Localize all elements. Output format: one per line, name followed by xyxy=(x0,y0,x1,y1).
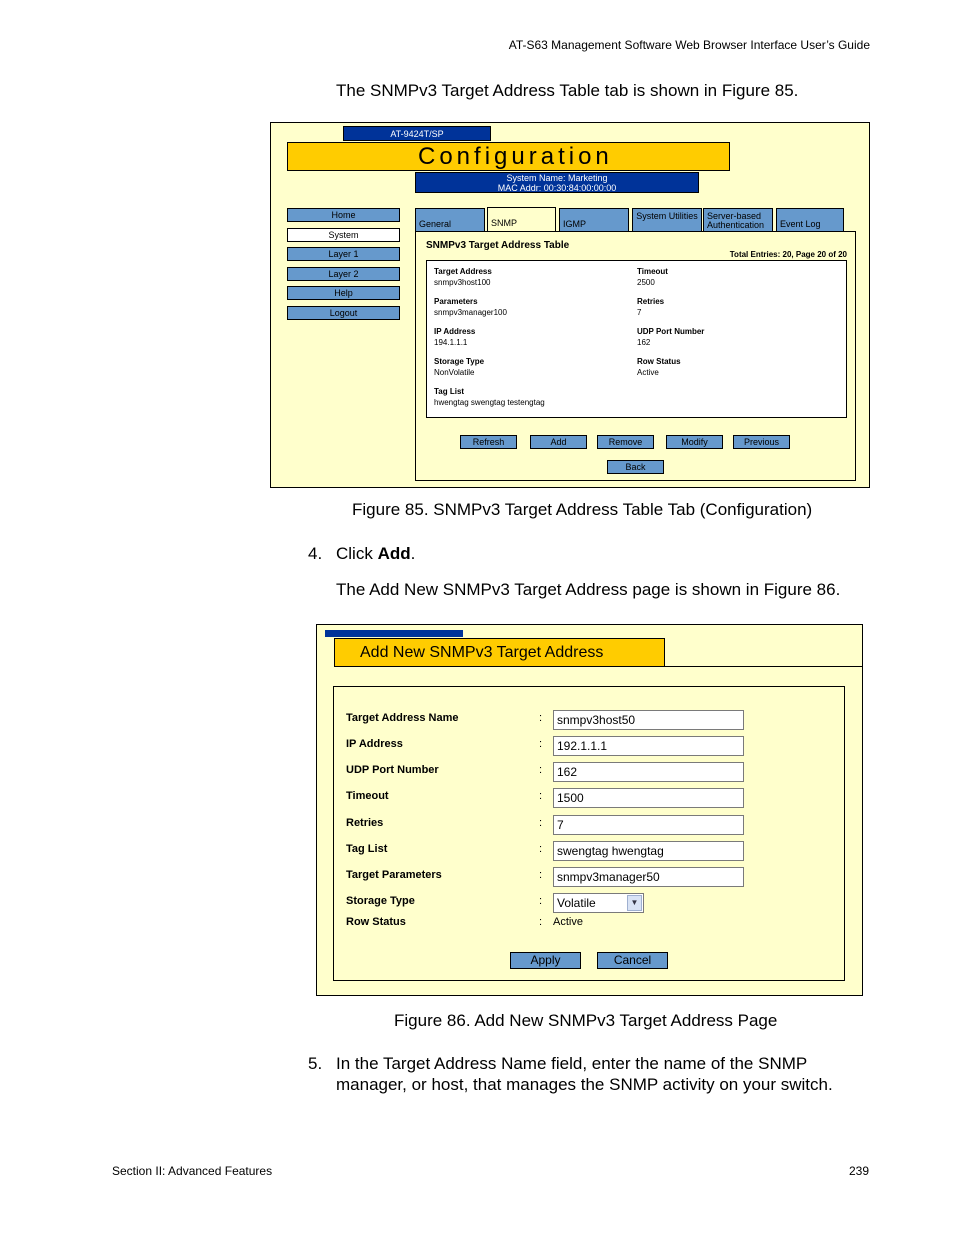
timeout-label: Timeout xyxy=(637,267,668,276)
figure-85-screenshot xyxy=(270,122,870,488)
modify-button[interactable]: Modify xyxy=(666,435,723,449)
add-target-address-form xyxy=(333,686,845,981)
row-status-label: Row Status xyxy=(346,916,406,928)
figure-86-caption: Figure 86. Add New SNMPv3 Target Address Page xyxy=(394,1011,778,1030)
ip-address-label: IP Address xyxy=(434,327,476,336)
colon: : xyxy=(539,916,543,928)
ip-address-label: IP Address xyxy=(346,738,403,750)
timeout-value: 2500 xyxy=(637,278,655,287)
step-4-prefix: Click xyxy=(336,544,378,563)
ip-address-value: 194.1.1.1 xyxy=(434,338,468,347)
ip-address-field[interactable]: 192.1.1.1 xyxy=(553,736,744,756)
storage-type-value: NonVolatile xyxy=(434,368,475,377)
tab-snmp[interactable]: SNMP xyxy=(487,207,556,232)
retries-field[interactable]: 7 xyxy=(553,815,744,835)
retries-label: Retries xyxy=(637,297,665,306)
sidebar-layer1-button[interactable]: Layer 1 xyxy=(287,247,400,261)
target-parameters-field[interactable]: snmpv3manager50 xyxy=(553,867,744,887)
table-title: SNMPv3 Target Address Table xyxy=(426,240,570,251)
sidebar-help-button[interactable]: Help xyxy=(287,286,400,300)
tag-list-field[interactable]: swengtag hwengtag xyxy=(553,841,744,861)
cancel-button[interactable]: Cancel xyxy=(597,952,668,969)
title-strip xyxy=(325,630,463,637)
tab-event-log[interactable]: Event Log xyxy=(776,208,844,231)
back-button[interactable]: Back xyxy=(607,460,664,474)
storage-type-select[interactable] xyxy=(553,893,644,913)
figure-85-caption: Figure 85. SNMPv3 Target Address Table Tab (Configuration) xyxy=(352,500,813,519)
figure-86-screenshot xyxy=(316,624,863,996)
sidebar-layer2-button[interactable]: Layer 2 xyxy=(287,267,400,281)
timeout-label: Timeout xyxy=(346,790,389,802)
target-address-name-field[interactable]: snmpv3host50 xyxy=(553,710,744,730)
tag-list-value: hwengtag swengtag testengtag xyxy=(434,398,545,407)
colon: : xyxy=(539,895,543,907)
udp-port-value: 162 xyxy=(637,338,651,347)
sidebar-logout-button[interactable]: Logout xyxy=(287,306,400,320)
system-name: System Name: Marketing xyxy=(506,173,608,183)
retries-value: 7 xyxy=(637,308,642,317)
system-info-bar xyxy=(415,172,699,193)
footer-section: Section II: Advanced Features xyxy=(112,1164,273,1178)
mac-address: MAC Addr: 00:30:84:00:00:00 xyxy=(497,183,617,193)
target-parameters-label: Target Parameters xyxy=(346,869,442,881)
parameters-label: Parameters xyxy=(434,297,478,306)
colon: : xyxy=(539,817,543,829)
storage-type-selected: Volatile xyxy=(557,896,596,910)
step-4-text xyxy=(336,543,415,564)
tab-general[interactable]: General xyxy=(415,208,485,231)
colon: : xyxy=(539,869,543,881)
intro-figure-86: The Add New SNMPv3 Target Address page is shown in Figure 86. xyxy=(336,580,841,599)
add-button[interactable]: Add xyxy=(530,435,587,449)
remove-button[interactable]: Remove xyxy=(597,435,654,449)
chevron-down-icon[interactable]: ▼ xyxy=(627,895,642,911)
udp-port-number-field[interactable]: 162 xyxy=(553,762,744,782)
tag-list-label: Tag List xyxy=(346,843,388,855)
step-5-line-2: manager, or host, that manages the SNMP activity on your switch. xyxy=(336,1075,833,1094)
page-number: 239 xyxy=(848,1164,869,1178)
row-status-value: Active xyxy=(553,916,583,928)
tab-igmp[interactable]: IGMP xyxy=(559,208,629,231)
entry-box xyxy=(426,260,847,418)
colon: : xyxy=(539,712,543,724)
timeout-field[interactable]: 1500 xyxy=(553,788,744,808)
retries-label: Retries xyxy=(346,817,384,829)
udp-port-label: UDP Port Number xyxy=(637,327,705,336)
row-status-label: Row Status xyxy=(637,357,681,366)
previous-button[interactable]: Previous xyxy=(733,435,790,449)
target-address-name-label: Target Address Name xyxy=(346,712,459,724)
storage-type-label: Storage Type xyxy=(434,357,485,366)
step-4-suffix: . xyxy=(410,544,416,563)
configuration-banner: Configuration xyxy=(287,142,730,171)
udp-port-number-label: UDP Port Number xyxy=(346,764,439,776)
step-4-add-emphasis: Add xyxy=(377,544,411,563)
intro-figure-85: The SNMPv3 Target Address Table tab is shown in Figure 85. xyxy=(336,81,799,100)
model-label: AT-9424T/SP xyxy=(343,126,491,141)
total-entries: Total Entries: 20, Page 20 of 20 xyxy=(729,250,847,259)
step-5-number: 5. xyxy=(308,1054,323,1073)
tab-system-utilities[interactable]: System Utilities xyxy=(632,208,702,231)
colon: : xyxy=(539,843,543,855)
parameters-value: snmpv3manager100 xyxy=(434,308,507,317)
add-target-address-banner: Add New SNMPv3 Target Address xyxy=(334,638,665,667)
tag-list-label: Tag List xyxy=(434,387,465,396)
row-status-value: Active xyxy=(637,368,659,377)
target-address-value: snmpv3host100 xyxy=(434,278,491,287)
step-4-number: 4. xyxy=(308,544,323,563)
banner-divider xyxy=(665,666,862,667)
apply-button[interactable]: Apply xyxy=(510,952,581,969)
colon: : xyxy=(539,790,543,802)
storage-type-label: Storage Type xyxy=(346,895,415,907)
colon: : xyxy=(539,738,543,750)
snmpv3-table-panel xyxy=(415,231,856,481)
step-5-line-1: In the Target Address Name field, enter the name of the SNMP xyxy=(336,1054,808,1073)
colon: : xyxy=(539,764,543,776)
running-header: AT-S63 Management Software Web Browser Interface User’s Guide xyxy=(508,38,870,52)
tab-server-based-authentication[interactable]: Server-based Authentication xyxy=(703,208,773,231)
target-address-label: Target Address xyxy=(434,267,492,276)
sidebar-system-button[interactable]: System xyxy=(287,228,400,242)
sidebar-home-button[interactable]: Home xyxy=(287,208,400,222)
refresh-button[interactable]: Refresh xyxy=(460,435,517,449)
